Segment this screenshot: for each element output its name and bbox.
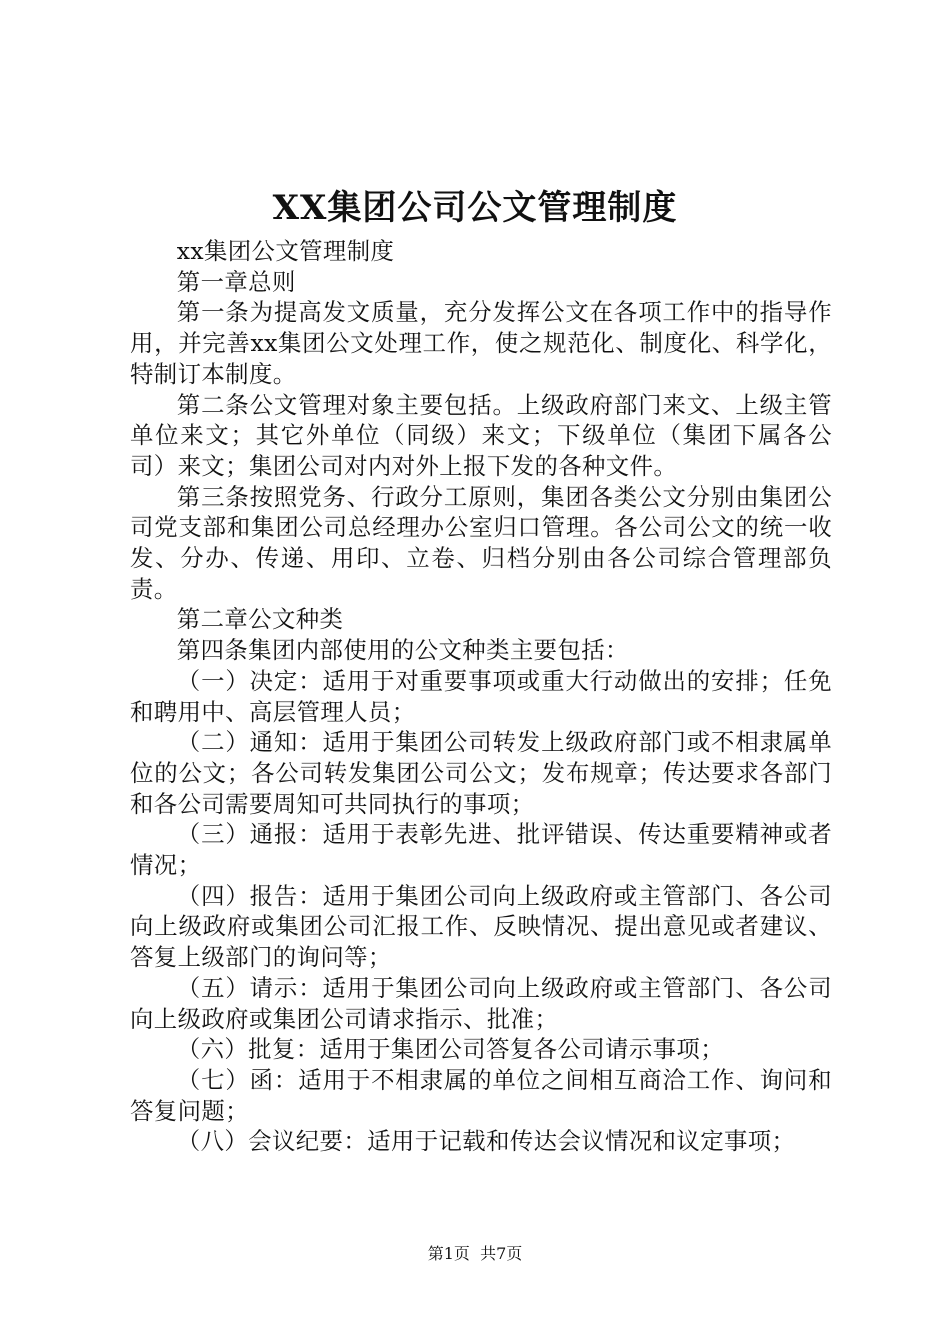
list-item: （三）通报：适用于表彰先进、批评错误、传达重要精神或者情况； [130, 820, 832, 880]
article-paragraph: 第三条按照党务、行政分工原则，集团各类公文分别由集团公司党支部和集团公司总经理办公室归口管理。各公司公文的统一收发、分办、传递、用印、立卷、归档分别由各公司综合管理部负责。 [130, 482, 832, 603]
list-item: （四）报告：适用于集团公司向上级政府或主管部门、各公司向上级政府或集团公司汇报工作、反映情况、提出意见或者建议、答复上级部门的询问等； [130, 881, 832, 972]
chapter-heading: 第二章公文种类 [176, 605, 344, 634]
document-body [130, 236, 832, 1157]
article-paragraph: 第一条为提高发文质量，充分发挥公文在各项工作中的指导作用，并完善xx集团公文处理工作，使之规范化、制度化、科学化，特制订本制度。 [130, 298, 832, 388]
page-number-footer: 第1页 共7页 [427, 1244, 523, 1263]
list-item: （二）通知：适用于集团公司转发上级政府部门或不相隶属单位的公文；各公司转发集团公司公文；发布规章；传达要求各部门和各公司需要周知可共同执行的事项； [130, 728, 832, 818]
list-item: （六）批复：适用于集团公司答复各公司请示事项； [176, 1035, 724, 1064]
document-title: XX集团公司公文管理制度 [272, 188, 678, 228]
paragraph-subtitle: xx集团公文管理制度 [176, 237, 395, 265]
list-item: （七）函：适用于不相隶属的单位之间相互商洽工作、询问和答复问题； [130, 1065, 832, 1125]
list-item: （五）请示：适用于集团公司向上级政府或主管部门、各公司向上级政府或集团公司请求指示、批准； [130, 973, 832, 1033]
chapter-heading: 第一章总则 [176, 267, 296, 296]
article-paragraph: 第四条集团内部使用的公文种类主要包括： [176, 636, 629, 665]
article-paragraph: 第二条公文管理对象主要包括。上级政府部门来文、上级主管单位来文；其它外单位（同级）来文；下级单位（集团下属各公司）来文；集团公司对内对外上报下发的各种文件。 [130, 390, 832, 480]
list-item: （一）决定：适用于对重要事项或重大行动做出的安排；任免和聘用中、高层管理人员； [130, 666, 832, 726]
list-item: （八）会议纪要：适用于记载和传达会议情况和议定事项； [176, 1127, 796, 1156]
